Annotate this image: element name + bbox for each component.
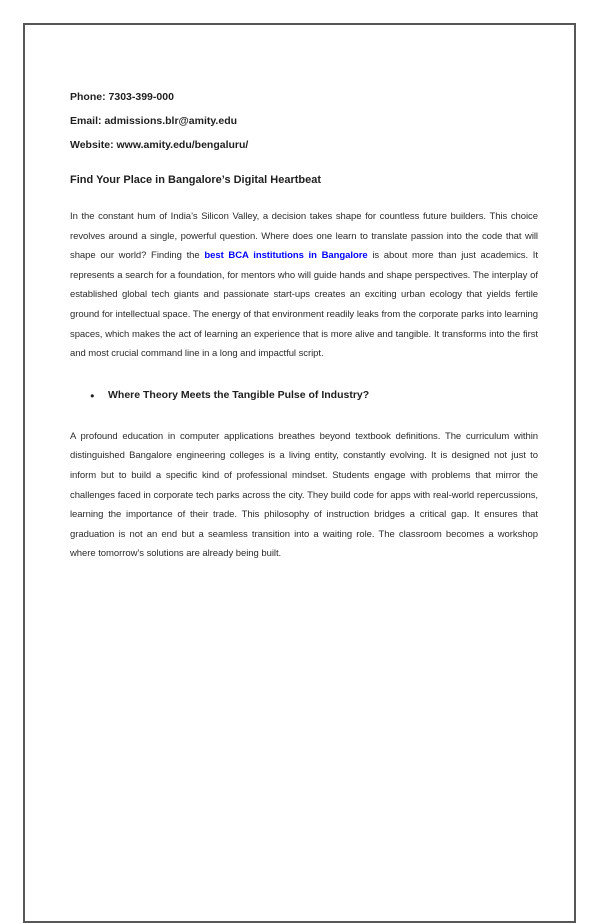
- page-border: [23, 23, 576, 923]
- contact-phone-line: [70, 85, 538, 109]
- section-paragraph: A profound education in computer applications breathes beyond textbook definitions. The curriculum within distinguished Bangalore engineering colleges is a living entity, constantly evolving. It is designed not just to inform but to build a specific kind of professional mindset. Students engage with problems that mirror the challenges faced in corporate tech parks across the city. They build code for apps with real-world repercussions, learning the importance of their trade. This philosophy of instruction bridges a critical gap. It ensures that graduation is not an end but a seamless transition into a waiting role. The classroom becomes a workshop where tomorrow’s solutions are already being built.: [70, 430, 538, 560]
- contact-block: [70, 85, 538, 157]
- page-content: [70, 85, 538, 564]
- document-title: Find Your Place in Bangalore’s Digital Heartbeat: [70, 174, 322, 186]
- bca-institutions-link[interactable]: best BCA institutions in Bangalore: [204, 250, 368, 262]
- intro-text-before-link: In the constant hum of India’s Silicon Valley, a decision takes shape for countless future builders. This choice revolves around a single, powerful question. Where does one learn to translate passion into the code that will shape our world? Finding the: [70, 211, 538, 262]
- bullet-icon: ●: [90, 390, 95, 400]
- phone-label: Phone:: [70, 91, 106, 103]
- contact-website-line: [70, 133, 538, 157]
- website-label: Website:: [70, 139, 114, 151]
- phone-value: 7303-399-000: [108, 91, 174, 103]
- email-value: admissions.blr@amity.edu: [104, 115, 238, 127]
- contact-email-line: [70, 109, 538, 133]
- website-value: www.amity.edu/bengaluru/: [116, 139, 249, 151]
- intro-text-after-link: is about more than just academics. It represents a search for a foundation, for mentors who will guide hands and shape perspectives. The interplay of established global tech giants and passionate start-ups creates an exciting urban ecology that yields fertile ground for intellectual space. The energy of that environment readily leaks from the corporate parks into learning spaces, which makes the act of learning an experience that is more alive and tangible. It transforms into the first and most crucial command line in a long and impactful script.: [70, 250, 538, 360]
- section-heading-row: [70, 385, 538, 406]
- section-heading: Where Theory Meets the Tangible Pulse of Industry?: [108, 388, 370, 401]
- intro-paragraph: [70, 207, 538, 364]
- email-label: Email:: [70, 115, 102, 127]
